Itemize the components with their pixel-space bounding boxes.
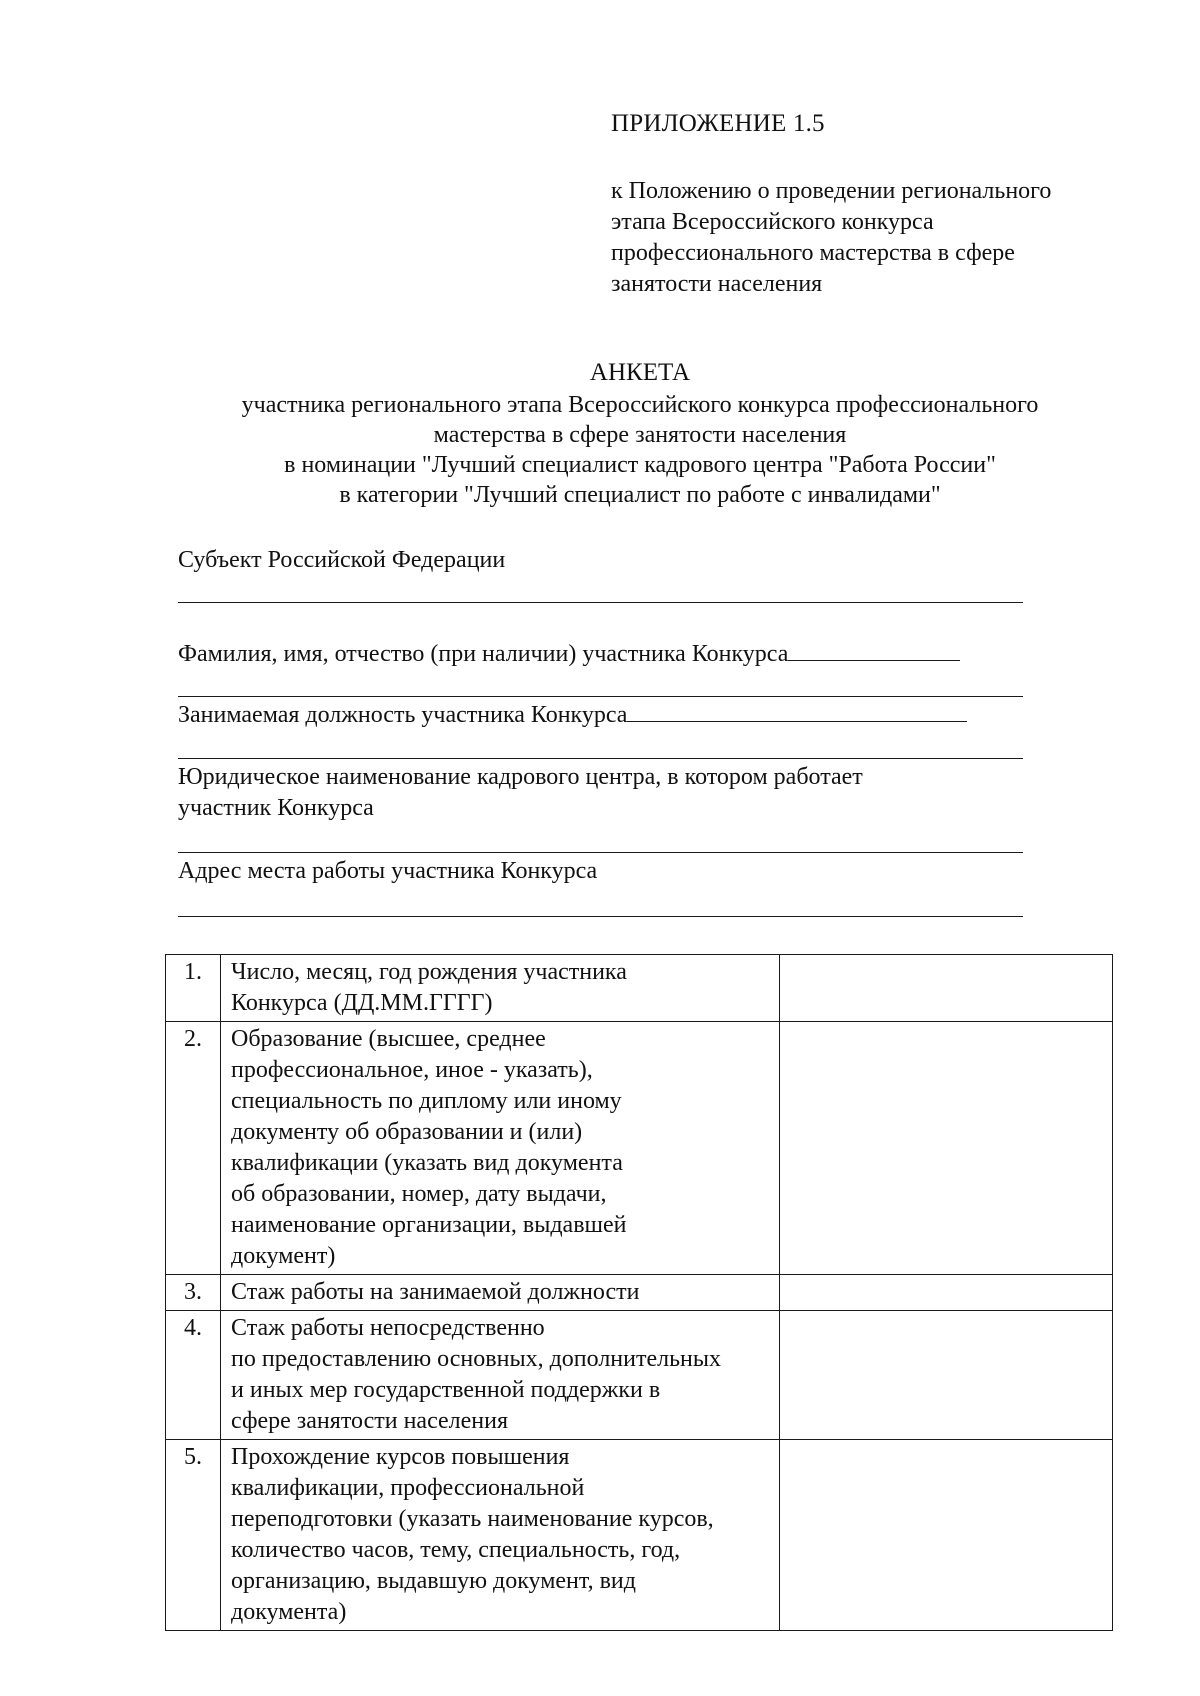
table-row bbox=[166, 1022, 1113, 1275]
form-subtitle-line: в номинации "Лучший специалист кадрового центра "Работа России" bbox=[284, 452, 996, 478]
region-label: Субъект Российской Федерации bbox=[178, 547, 506, 573]
position-input-line-2[interactable] bbox=[178, 758, 1023, 759]
name-field bbox=[178, 639, 1023, 670]
position-input-line[interactable] bbox=[627, 720, 967, 722]
row-description-line: квалификации (указать вид документа bbox=[231, 1150, 623, 1176]
appendix-reference-line: к Положению о проведении регионального bbox=[611, 178, 1052, 204]
row-description bbox=[221, 1440, 780, 1631]
row-description-line: квалификации, профессиональной bbox=[231, 1475, 585, 1501]
position-field bbox=[178, 700, 1023, 731]
row-description-line: документу об образовании и (или) bbox=[231, 1119, 583, 1145]
row-description bbox=[221, 955, 780, 1022]
table-row bbox=[166, 1275, 1113, 1311]
row-answer-cell[interactable] bbox=[780, 1022, 1113, 1275]
table-row bbox=[166, 955, 1113, 1022]
table-row bbox=[166, 1440, 1113, 1631]
row-description bbox=[221, 1275, 780, 1311]
row-description-line: по предоставлению основных, дополнительных bbox=[231, 1346, 722, 1372]
row-description-line: Стаж работы на занимаемой должности bbox=[231, 1279, 640, 1305]
row-description-line: профессиональное, иное - указать), bbox=[231, 1057, 593, 1083]
position-label: Занимаемая должность участника Конкурса bbox=[178, 702, 628, 728]
center-label-line: участник Конкурса bbox=[178, 795, 374, 821]
row-number: 3. bbox=[166, 1275, 221, 1311]
row-description-line: Образование (высшее, среднее bbox=[231, 1026, 546, 1052]
row-description-line: сфере занятости населения bbox=[231, 1408, 509, 1434]
form-title: АНКЕТА bbox=[589, 359, 691, 386]
row-number: 2. bbox=[166, 1022, 221, 1275]
row-description-line: количество часов, тему, специальность, год, bbox=[231, 1537, 681, 1563]
row-description bbox=[221, 1022, 780, 1275]
name-input-line-2[interactable] bbox=[178, 696, 1023, 697]
name-input-line[interactable] bbox=[788, 659, 960, 661]
address-field bbox=[178, 856, 1023, 887]
appendix-title: ПРИЛОЖЕНИЕ 1.5 bbox=[611, 110, 825, 137]
form-subtitle-line: участника регионального этапа Всероссийского конкурса профессионального bbox=[241, 392, 1039, 418]
row-answer-cell[interactable] bbox=[780, 955, 1113, 1022]
form-subtitle-line: в категории "Лучший специалист по работе с инвалидами" bbox=[339, 482, 941, 508]
name-label: Фамилия, имя, отчество (при наличии) участника Конкурса bbox=[178, 641, 789, 667]
form-heading bbox=[0, 358, 1200, 510]
address-input-line[interactable] bbox=[178, 916, 1023, 917]
row-answer-cell[interactable] bbox=[780, 1440, 1113, 1631]
row-description-line: об образовании, номер, дату выдачи, bbox=[231, 1181, 607, 1207]
row-description-line: Прохождение курсов повышения bbox=[231, 1444, 570, 1470]
center-field bbox=[178, 762, 1023, 824]
center-input-line[interactable] bbox=[178, 852, 1023, 853]
form-subtitle-line: мастерства в сфере занятости населения bbox=[433, 422, 847, 448]
row-description-line: Число, месяц, год рождения участника bbox=[231, 959, 627, 985]
row-description-line: переподготовки (указать наименование курсов, bbox=[231, 1506, 714, 1532]
row-number: 1. bbox=[166, 955, 221, 1022]
row-number: 4. bbox=[166, 1311, 221, 1440]
row-description-line: Стаж работы непосредственно bbox=[231, 1315, 545, 1341]
appendix-reference-line: профессионального мастерства в сфере bbox=[611, 240, 1015, 266]
region-input-line[interactable] bbox=[178, 602, 1023, 603]
row-description-line: документа) bbox=[231, 1599, 347, 1625]
row-description-line: Конкурса (ДД.ММ.ГГГГ) bbox=[231, 990, 493, 1016]
row-description-line: организацию, выдавшую документ, вид bbox=[231, 1568, 636, 1594]
appendix-reference-line: этапа Всероссийского конкурса bbox=[611, 209, 934, 235]
appendix-reference-line: занятости населения bbox=[611, 271, 823, 297]
row-description-line: специальность по диплому или иному bbox=[231, 1088, 622, 1114]
row-answer-cell[interactable] bbox=[780, 1311, 1113, 1440]
row-number: 5. bbox=[166, 1440, 221, 1631]
center-label-line: Юридическое наименование кадрового центра, в котором работает bbox=[178, 764, 863, 790]
row-description-line: и иных мер государственной поддержки в bbox=[231, 1377, 661, 1403]
appendix-reference bbox=[611, 176, 1131, 300]
row-description-line: наименование организации, выдавшей bbox=[231, 1212, 627, 1238]
row-answer-cell[interactable] bbox=[780, 1275, 1113, 1311]
row-description-line: документ) bbox=[231, 1243, 336, 1269]
row-description bbox=[221, 1311, 780, 1440]
questionnaire-table bbox=[165, 954, 1113, 1631]
address-label: Адрес места работы участника Конкурса bbox=[178, 858, 598, 884]
region-field bbox=[178, 545, 1023, 576]
table-row bbox=[166, 1311, 1113, 1440]
